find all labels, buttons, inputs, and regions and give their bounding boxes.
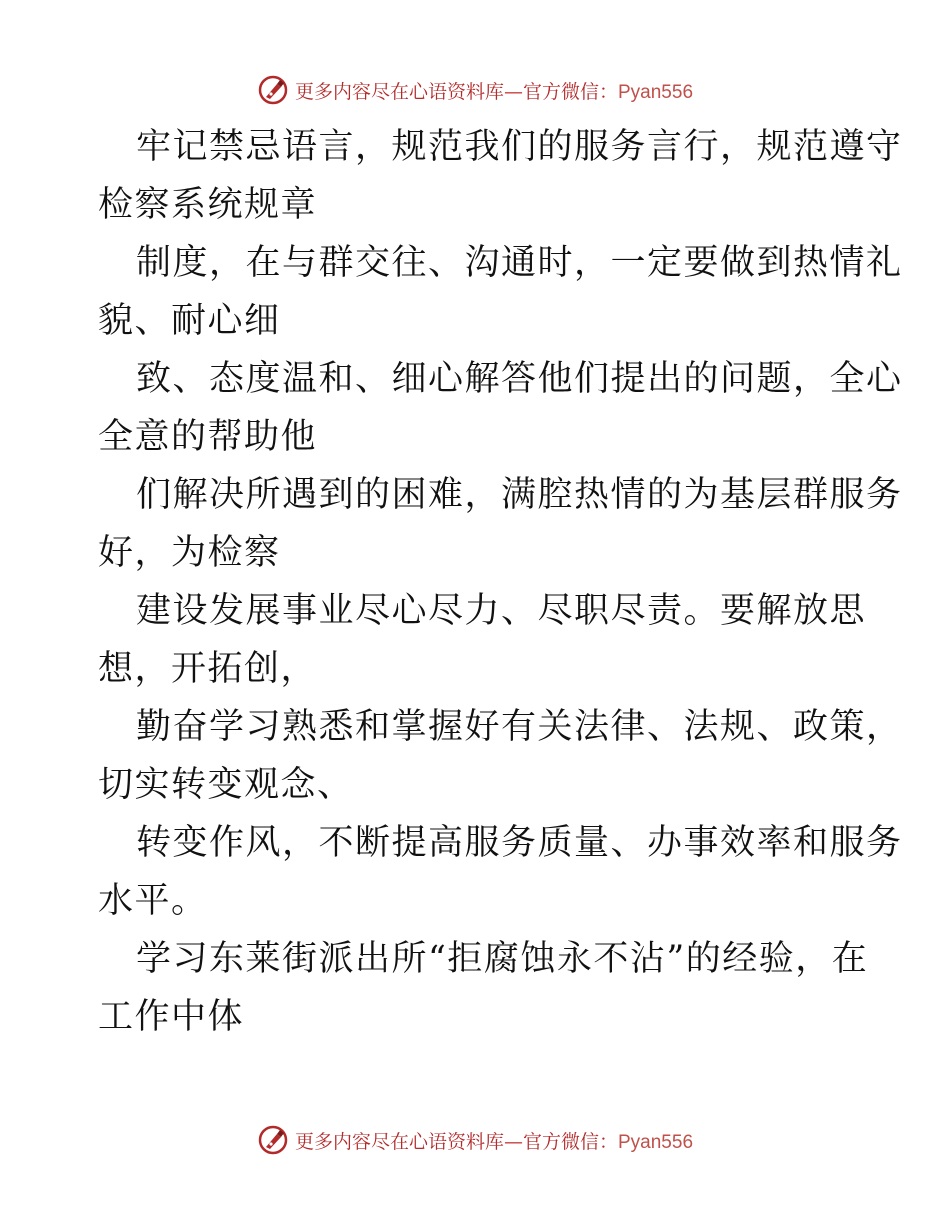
paragraph <box>98 118 903 234</box>
paragraph <box>98 234 903 350</box>
document-body <box>98 118 903 1046</box>
paragraph-line: 好，为检察 <box>98 533 281 573</box>
paragraph <box>98 698 903 814</box>
paragraph-line: 貌、耐心细 <box>98 301 281 341</box>
header-watermark <box>0 70 950 110</box>
paragraph <box>98 582 867 698</box>
paragraph-line: 全意的帮助他 <box>98 417 318 457</box>
watermark-wechat-id: Pyan556 <box>618 81 694 103</box>
paragraph-line: 牢记禁忌语言，规范我们的服务言行，规范遵守 <box>136 127 903 167</box>
watermark-separator: — <box>503 1130 523 1153</box>
watermark-slogan: 更多内容尽在心语资料库 <box>294 80 504 103</box>
watermark-slogan: 更多内容尽在心语资料库 <box>294 1130 504 1153</box>
paragraph <box>98 930 869 1046</box>
watermark-wechat-id: Pyan556 <box>618 1131 694 1153</box>
watermark-text <box>295 77 693 104</box>
pen-nib-logo-icon <box>257 74 289 106</box>
paragraph-line: 转变作风，不断提高服务质量、办事效率和服务 <box>136 823 903 863</box>
paragraph-line: 制度，在与群交往、沟通时，一定要做到热情礼 <box>136 243 903 283</box>
paragraph-line: 检察系统规章 <box>98 185 318 225</box>
paragraph-line: 们解决所遇到的困难，满腔热情的为基层群服务 <box>136 475 903 515</box>
watermark-label: 官方微信： <box>522 1130 618 1153</box>
paragraph-line: 勤奋学习熟悉和掌握好有关法律、法规、政策， <box>136 707 903 747</box>
paragraph <box>98 466 903 582</box>
paragraph <box>98 350 903 466</box>
paragraph-line: 想，开拓创， <box>98 649 318 689</box>
pen-nib-logo-icon <box>257 1124 289 1156</box>
paragraph-line: 建设发展事业尽心尽力、尽职尽责。要解放思 <box>136 591 867 631</box>
paragraph-line: 致、态度温和、细心解答他们提出的问题，全心 <box>136 359 903 399</box>
watermark-text <box>295 1127 693 1154</box>
paragraph-line: 工作中体 <box>98 997 245 1037</box>
paragraph-line: 切实转变观念、 <box>98 765 354 805</box>
paragraph-line: 水平。 <box>98 881 208 921</box>
paragraph-line: 学习东莱街派出所“拒腐蚀永不沾”的经验，在 <box>136 939 869 979</box>
watermark-label: 官方微信： <box>522 80 618 103</box>
footer-watermark <box>0 1120 950 1160</box>
paragraph <box>98 814 903 930</box>
watermark-separator: — <box>503 80 523 103</box>
